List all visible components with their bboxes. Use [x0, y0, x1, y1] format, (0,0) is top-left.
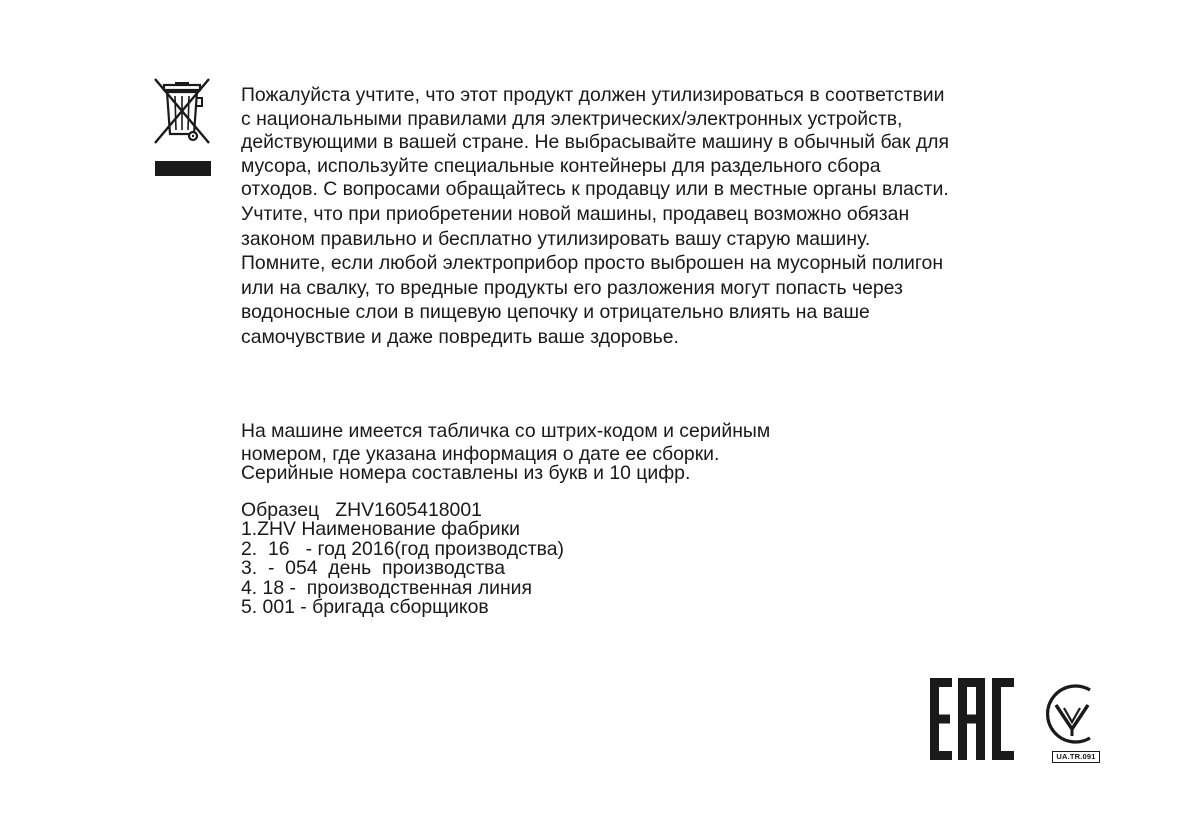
weee-bin-icon: [150, 76, 214, 180]
disposal-paragraph: [241, 84, 949, 350]
text-line: На машине имеется табличка со штрих-кодом и серийным: [241, 420, 771, 442]
list-item: 5. 001 - бригада сборщиков: [241, 596, 489, 619]
serial-info-paragraph: [241, 420, 770, 485]
serial-sample-list: [241, 501, 564, 617]
text-line: действующими в вашей стране. Не выбрасывайте машину в обычный бак для: [241, 131, 949, 154]
text-line: Помните, если любой электроприбор просто выброшен на мусорный полигон: [241, 252, 944, 275]
text-line: самочувствие и даже повредить ваше здоровье.: [241, 325, 679, 348]
list-item: 1.ZHV Наименование фабрики: [241, 518, 520, 541]
list-item: 2. 16 - год 2016(год производства): [241, 537, 564, 560]
list-item: 3. - 054 день производства: [241, 557, 505, 580]
text-line: водоносные слои в пищевую цепочку и отрицательно влиять на ваше: [241, 301, 870, 324]
text-line: отходов. С вопросами обращайтесь к продавцу или в местные органы власти.: [241, 178, 949, 201]
text-line: законом правильно и бесплатно утилизировать вашу старую машину.: [241, 227, 871, 250]
ua-certificate-label: UA.TR.091: [1052, 751, 1100, 763]
text-line: мусора, используйте специальные контейнеры для раздельного сбора: [241, 154, 881, 177]
ua-conformity-icon: [1042, 678, 1102, 762]
list-item: 4. 18 - производственная линия: [241, 576, 533, 599]
sample-title: Образец ZHV1605418001: [241, 499, 482, 521]
text-line: Учтите, что при приобретении новой машины, продавец возможно обязан: [241, 202, 910, 225]
text-line: номером, где указана информация о дате ее сборки.: [241, 443, 720, 465]
eac-mark-icon: [928, 676, 1018, 762]
certification-marks: [928, 676, 1108, 766]
text-line: с национальными правилами для электрических/электронных устройств,: [241, 107, 903, 130]
text-line: или на свалку, то вредные продукты его разложения могут попасть через: [241, 276, 903, 299]
text-line: Серийные номера составлены из букв и 10 цифр.: [241, 462, 691, 484]
text-line: Пожалуйста учтите, что этот продукт должен утилизироваться в соответствии: [241, 84, 945, 106]
